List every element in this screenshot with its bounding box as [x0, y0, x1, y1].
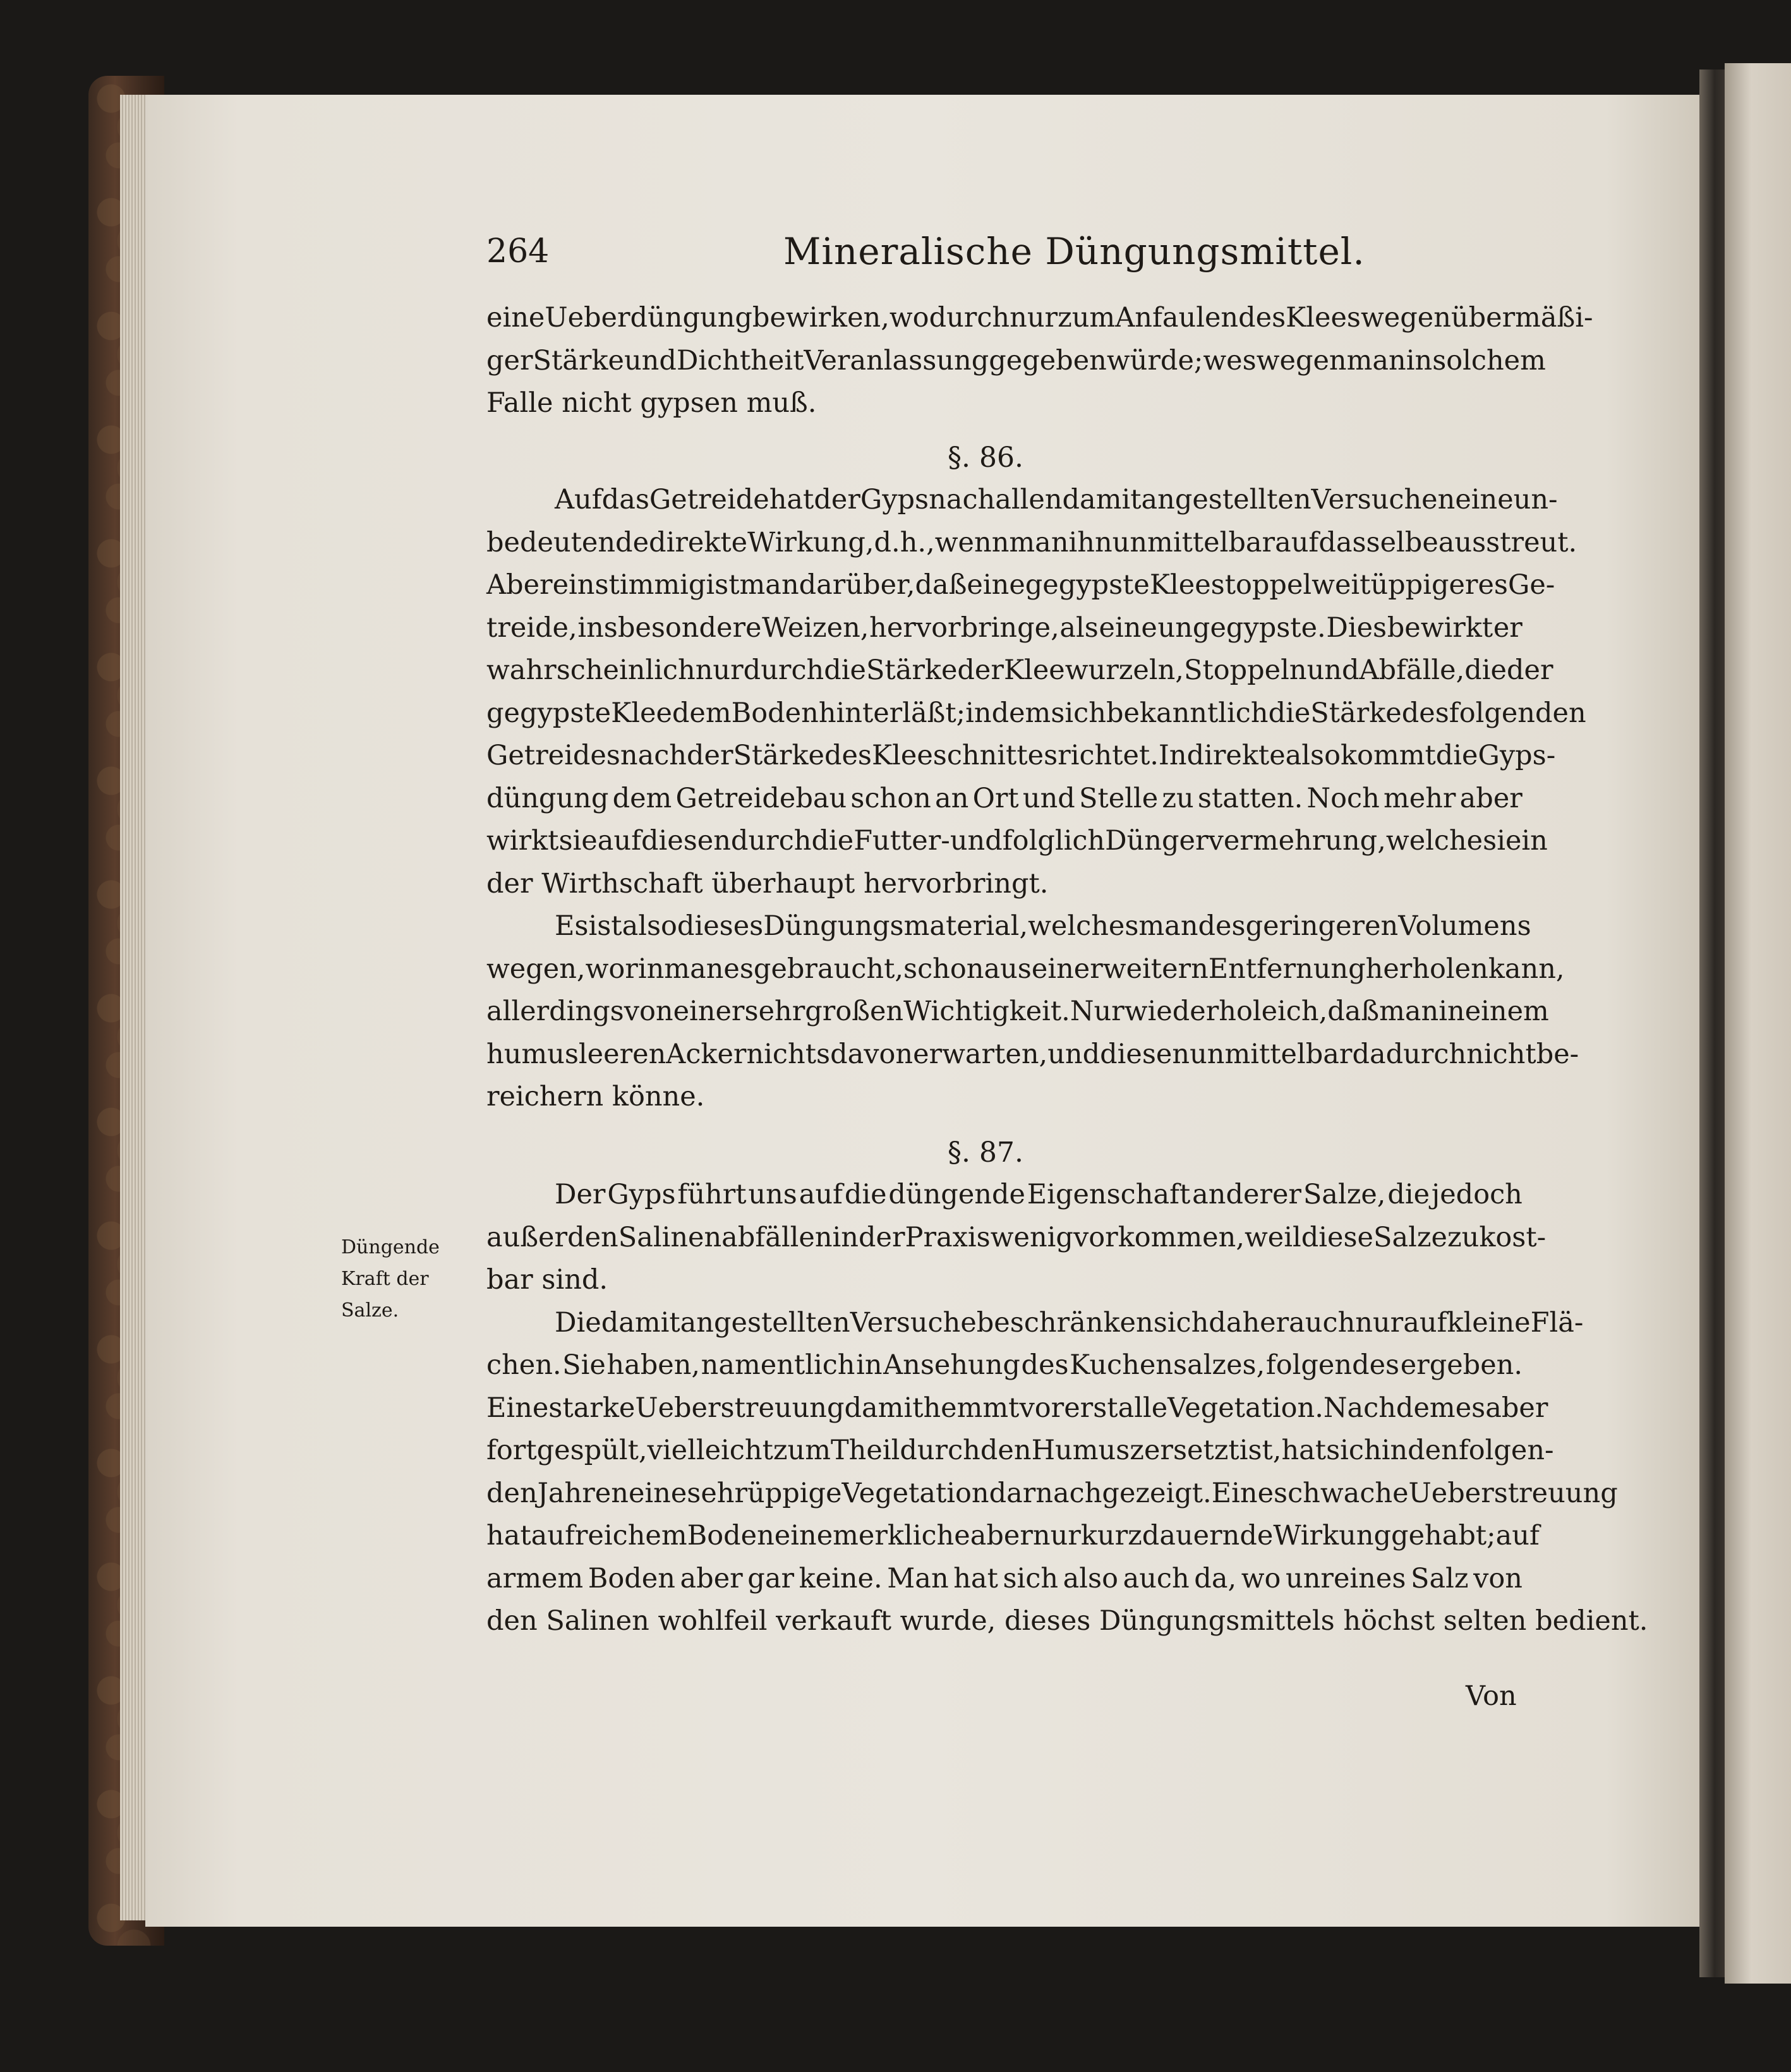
- text-line: fortgespült, vielleicht zum Theil durch den Humus zersetzt ist, hat sich in den folgen-: [486, 1435, 1554, 1466]
- text-line: der Wirthschaft überhaupt hervorbringt.: [486, 867, 1049, 900]
- text-line: eine Ueberdüngung bewirken, wodurch nur zum Anfaulen des Klees wegen übermäßi-: [486, 302, 1593, 334]
- page-header: [486, 232, 1516, 283]
- catchword: Von: [1466, 1680, 1517, 1712]
- text-line: Auf das Getreide hat der Gyps nach allen damit angestellten Versuchen eine un-: [555, 484, 1558, 515]
- text-line: Aber einstimmig ist man darüber, daß eine gegypste Kleestoppel weit üppigeres Ge-: [486, 569, 1555, 601]
- margin-note-line: Kraft der: [341, 1268, 429, 1290]
- text-line: gegypste Klee dem Boden hinterläßt; indem sich bekanntlich die Stärke des folgenden: [486, 697, 1586, 729]
- text-line: Falle nicht gypsen muß.: [486, 387, 817, 419]
- text-line: wahrscheinlich nur durch die Stärke der Kleewurzeln, Stoppeln und Abfälle, die der: [486, 654, 1553, 686]
- text-line: chen. Sie haben, namentlich in Ansehung des Kuchensalzes, folgendes ergeben.: [486, 1349, 1523, 1381]
- text-line: armem Boden aber gar keine. Man hat sich also auch da, wo unreines Salz von: [486, 1562, 1523, 1594]
- facing-page-edge: [1725, 63, 1791, 1984]
- section-mark-86: §. 86.: [948, 441, 1023, 474]
- running-head: Mineralische Düngungsmittel.: [783, 230, 1365, 273]
- paragraph-86-a: [486, 479, 1586, 905]
- text-line: wegen, worin man es gebraucht, schon aus einer weitern Entfernung herholen kann,: [486, 953, 1565, 985]
- text-line: treide, insbesondere Weizen, hervorbringe, als eine ungegypste. Dies bewirkt er: [486, 611, 1523, 644]
- text-line: den Jahren eine sehr üppige Vegetation darnach gezeigt. Eine schwache Ueberstreuung: [486, 1477, 1618, 1509]
- margin-note-line: Salze.: [341, 1299, 399, 1322]
- paragraph-continued: [486, 297, 1593, 425]
- margin-note: [341, 1232, 467, 1327]
- section-mark-87: §. 87.: [948, 1136, 1023, 1169]
- text-line: Die damit angestellten Versuche beschränken sich daher auch nur auf kleine Flä-: [555, 1306, 1584, 1339]
- text-line: bedeutende direkte Wirkung, d. h., wenn man ihn unmittelbar auf dasselbe ausstreut.: [486, 526, 1577, 558]
- page-number: 264: [486, 232, 550, 270]
- text-line: reichern könne.: [486, 1081, 705, 1112]
- text-line: den Salinen wohlfeil verkauft wurde, dieses Düngungsmittels höchst selten bedient.: [486, 1605, 1648, 1637]
- text-line: hat auf reichem Boden eine merkliche aber nur kurz dauernde Wirkung gehabt; auf: [486, 1520, 1540, 1551]
- text-line: Es ist also dieses Düngungsmaterial, welches man des geringeren Volumens: [555, 910, 1531, 942]
- text-line: Der Gyps führt uns auf die düngende Eigenschaft anderer Salze, die jedoch: [555, 1179, 1523, 1210]
- text-line: außer den Salinenabfällen in der Praxis wenig vorkommen, weil diese Salze zu kost-: [486, 1221, 1547, 1253]
- text-line: wirkt sie auf diesen durch die Futter- und folglich Düngervermehrung, welche sie in: [486, 825, 1548, 857]
- text-line: humusleeren Acker nichts davon erwarten, und diesen unmittelbar dadurch nicht be-: [486, 1038, 1579, 1070]
- text-line: bar sind.: [486, 1264, 608, 1296]
- paragraph-87-b: [486, 1302, 1648, 1643]
- text-line: allerdings von einer sehr großen Wichtigkeit. Nur wiederhole ich, daß man in einem: [486, 996, 1549, 1027]
- text-line: Getreides nach der Stärke des Kleeschnittes richtet. Indirekte also kommt die Gyps-: [486, 740, 1556, 771]
- paragraph-87-a: [486, 1174, 1547, 1302]
- margin-note-line: Düngende: [341, 1236, 440, 1258]
- text-line: Eine starke Ueberstreuung damit hemmt vorerst alle Vegetation. Nachdem es aber: [486, 1392, 1548, 1424]
- text-line: ger Stärke und Dichtheit Veranlassung gegeben würde; weswegen man in solchem: [486, 344, 1546, 376]
- book-gutter: [1699, 69, 1725, 1977]
- paragraph-86-b: [486, 905, 1579, 1119]
- text-line: düngung dem Getreidebau schon an Ort und Stelle zu statten. Noch mehr aber: [486, 782, 1523, 814]
- body-text: [486, 297, 1648, 1643]
